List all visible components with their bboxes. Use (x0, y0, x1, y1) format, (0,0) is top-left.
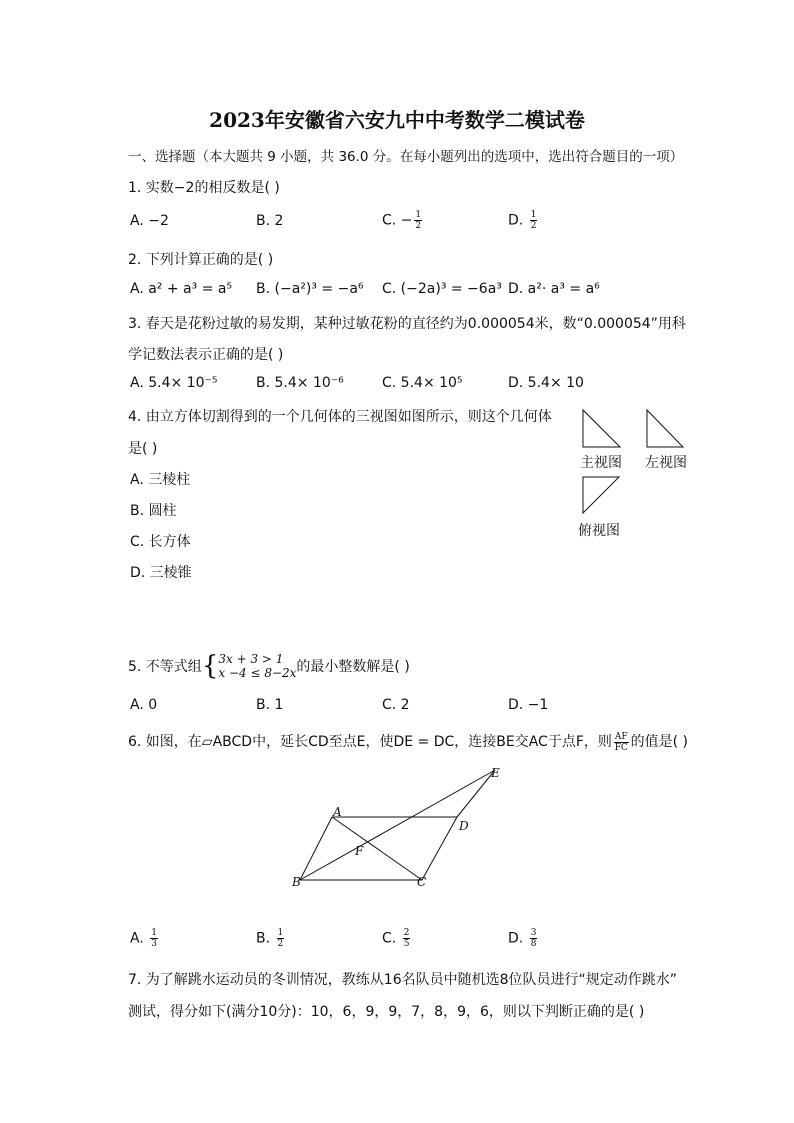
fraction-denominator: 2 (277, 939, 284, 949)
q6-option-c-prefix: C. (382, 930, 397, 947)
q1-option-c-fraction (414, 210, 422, 231)
fraction-numerator: 3 (530, 928, 537, 938)
q6-option-b (256, 928, 286, 949)
q5-option-b: B. 1 (256, 697, 284, 713)
fraction-numerator: 1 (530, 210, 537, 220)
point-label-e: E (491, 766, 500, 780)
question-5-stem (128, 651, 410, 681)
q5-option-d: D. −1 (508, 697, 549, 713)
q4-option-d: D. 三棱锥 (130, 565, 192, 581)
question-6-stem (128, 731, 688, 753)
q6-stem-prefix: 6. 如图，在▱ABCD中，延长CD至点E，使DE = DC，连接BE交AC于点F，则 (128, 734, 612, 750)
point-label-f: F (355, 844, 364, 858)
q4-option-b: B. 圆柱 (130, 503, 177, 519)
q6-option-d (508, 928, 539, 949)
q5-option-a: A. 0 (130, 697, 158, 713)
fraction-denominator: 5 (403, 939, 410, 949)
point-label-b: B (292, 875, 301, 889)
q3-option-a: A. 5.4× 10⁻⁵ (130, 375, 218, 391)
q6-option-d-prefix: D. (508, 930, 524, 947)
question-2-stem: 2. 下列计算正确的是( ) (128, 252, 274, 268)
q6-option-c (382, 928, 412, 949)
inequality-line-2: x −4 ≤ 8−2x (218, 666, 297, 680)
front-view-triangle (583, 410, 620, 447)
top-view-label: 俯视图 (578, 523, 620, 539)
q2-option-c: C. (−2a)³ = −6a³ (382, 281, 502, 297)
q1-option-b: B. 2 (256, 213, 284, 229)
q6-option-a (130, 928, 160, 949)
fraction-numerator: 1 (277, 928, 284, 938)
q6-option-a-fraction (150, 928, 158, 949)
q5-stem-prefix: 5. 不等式组 (128, 659, 202, 675)
q1-option-a: A. −2 (130, 213, 169, 229)
q6-option-a-prefix: A. (130, 930, 144, 947)
q2-option-a: A. a² + a³ = a⁵ (130, 281, 233, 297)
q3-option-c: C. 5.4× 10⁵ (382, 375, 463, 391)
q5-option-c: C. 2 (382, 697, 410, 713)
question-4-stem-line2: 是( ) (128, 441, 158, 457)
inequality-line-1: 3x + 3 > 1 (218, 652, 284, 666)
q4-option-c: C. 长方体 (130, 534, 191, 550)
front-view-label: 主视图 (580, 455, 622, 471)
point-label-a: A (333, 805, 342, 819)
section-heading: 一、选择题（本大题共 9 小题，共 36.0 分。在每小题列出的选项中，选出符合题目的一项） (128, 149, 684, 165)
fraction-numerator: 1 (151, 928, 157, 938)
q1-option-c (382, 210, 424, 231)
question-1-stem: 1. 实数−2的相反数是( ) (128, 180, 280, 196)
left-view-label: 左视图 (645, 455, 687, 471)
q3-option-d: D. 5.4× 10 (508, 375, 584, 391)
q6-ratio-fraction (614, 732, 629, 753)
page-title: 2023年安徽省六安九中中考数学二模试卷 (209, 108, 585, 132)
parallelogram-figure (285, 760, 515, 890)
question-3-stem-line2: 学记数法表示正确的是( ) (128, 347, 284, 363)
parallelogram-abcd (300, 817, 457, 880)
left-view-triangle (647, 410, 683, 447)
point-label-c: C (417, 875, 427, 889)
brace-glyph: { (201, 651, 219, 681)
segment-de (457, 770, 495, 817)
q6-option-c-fraction (403, 928, 411, 949)
question-7-stem-line1: 7. 为了解跳水运动员的冬训情况，教练从16名队员中随机选8位队员进行“规定动作跳水” (128, 972, 678, 988)
q4-option-a: A. 三棱柱 (130, 472, 191, 488)
q6-option-b-prefix: B. (256, 930, 271, 947)
point-label-d: D (459, 819, 469, 833)
q1-option-c-prefix: C. − (382, 212, 413, 229)
inequality-system (218, 652, 296, 680)
q1-option-d-prefix: D. (508, 212, 524, 229)
question-4-stem-line1: 4. 由立方体切割得到的一个几何体的三视图如图所示，则这个几何体 (128, 409, 552, 425)
q6-option-b-fraction (277, 928, 285, 949)
q3-option-b: B. 5.4× 10⁻⁶ (256, 375, 344, 391)
fraction-denominator: 8 (530, 939, 537, 949)
q1-option-d (508, 210, 539, 231)
question-3-stem-line1: 3. 春天是花粉过敏的易发期，某种过敏花粉的直径约为0.000054米，数“0.000054”用科 (128, 316, 686, 332)
fraction-numerator: 2 (403, 928, 410, 938)
question-7-stem-line2: 测试，得分如下(满分10分)：10，6，9，9，7，8，9，6，则以下判断正确的是( ) (128, 1004, 645, 1020)
q6-option-d-fraction (530, 928, 538, 949)
fraction-denominator: 3 (151, 939, 157, 949)
diagonal-ac (332, 817, 422, 880)
top-view-triangle (583, 477, 619, 513)
fraction-denominator: 2 (530, 221, 537, 231)
fraction-denominator: 2 (415, 221, 422, 231)
fraction-numerator: AF (614, 731, 628, 742)
fraction-denominator: FC (614, 742, 628, 753)
q2-option-b: B. (−a²)³ = −a⁶ (256, 281, 364, 297)
q1-option-d-fraction (530, 210, 538, 231)
q2-option-d: D. a²· a³ = a⁶ (508, 281, 600, 297)
fraction-numerator: 1 (415, 210, 422, 220)
q6-stem-suffix: 的值是( ) (630, 734, 689, 750)
q5-stem-suffix: 的最小整数解是( ) (296, 659, 410, 675)
